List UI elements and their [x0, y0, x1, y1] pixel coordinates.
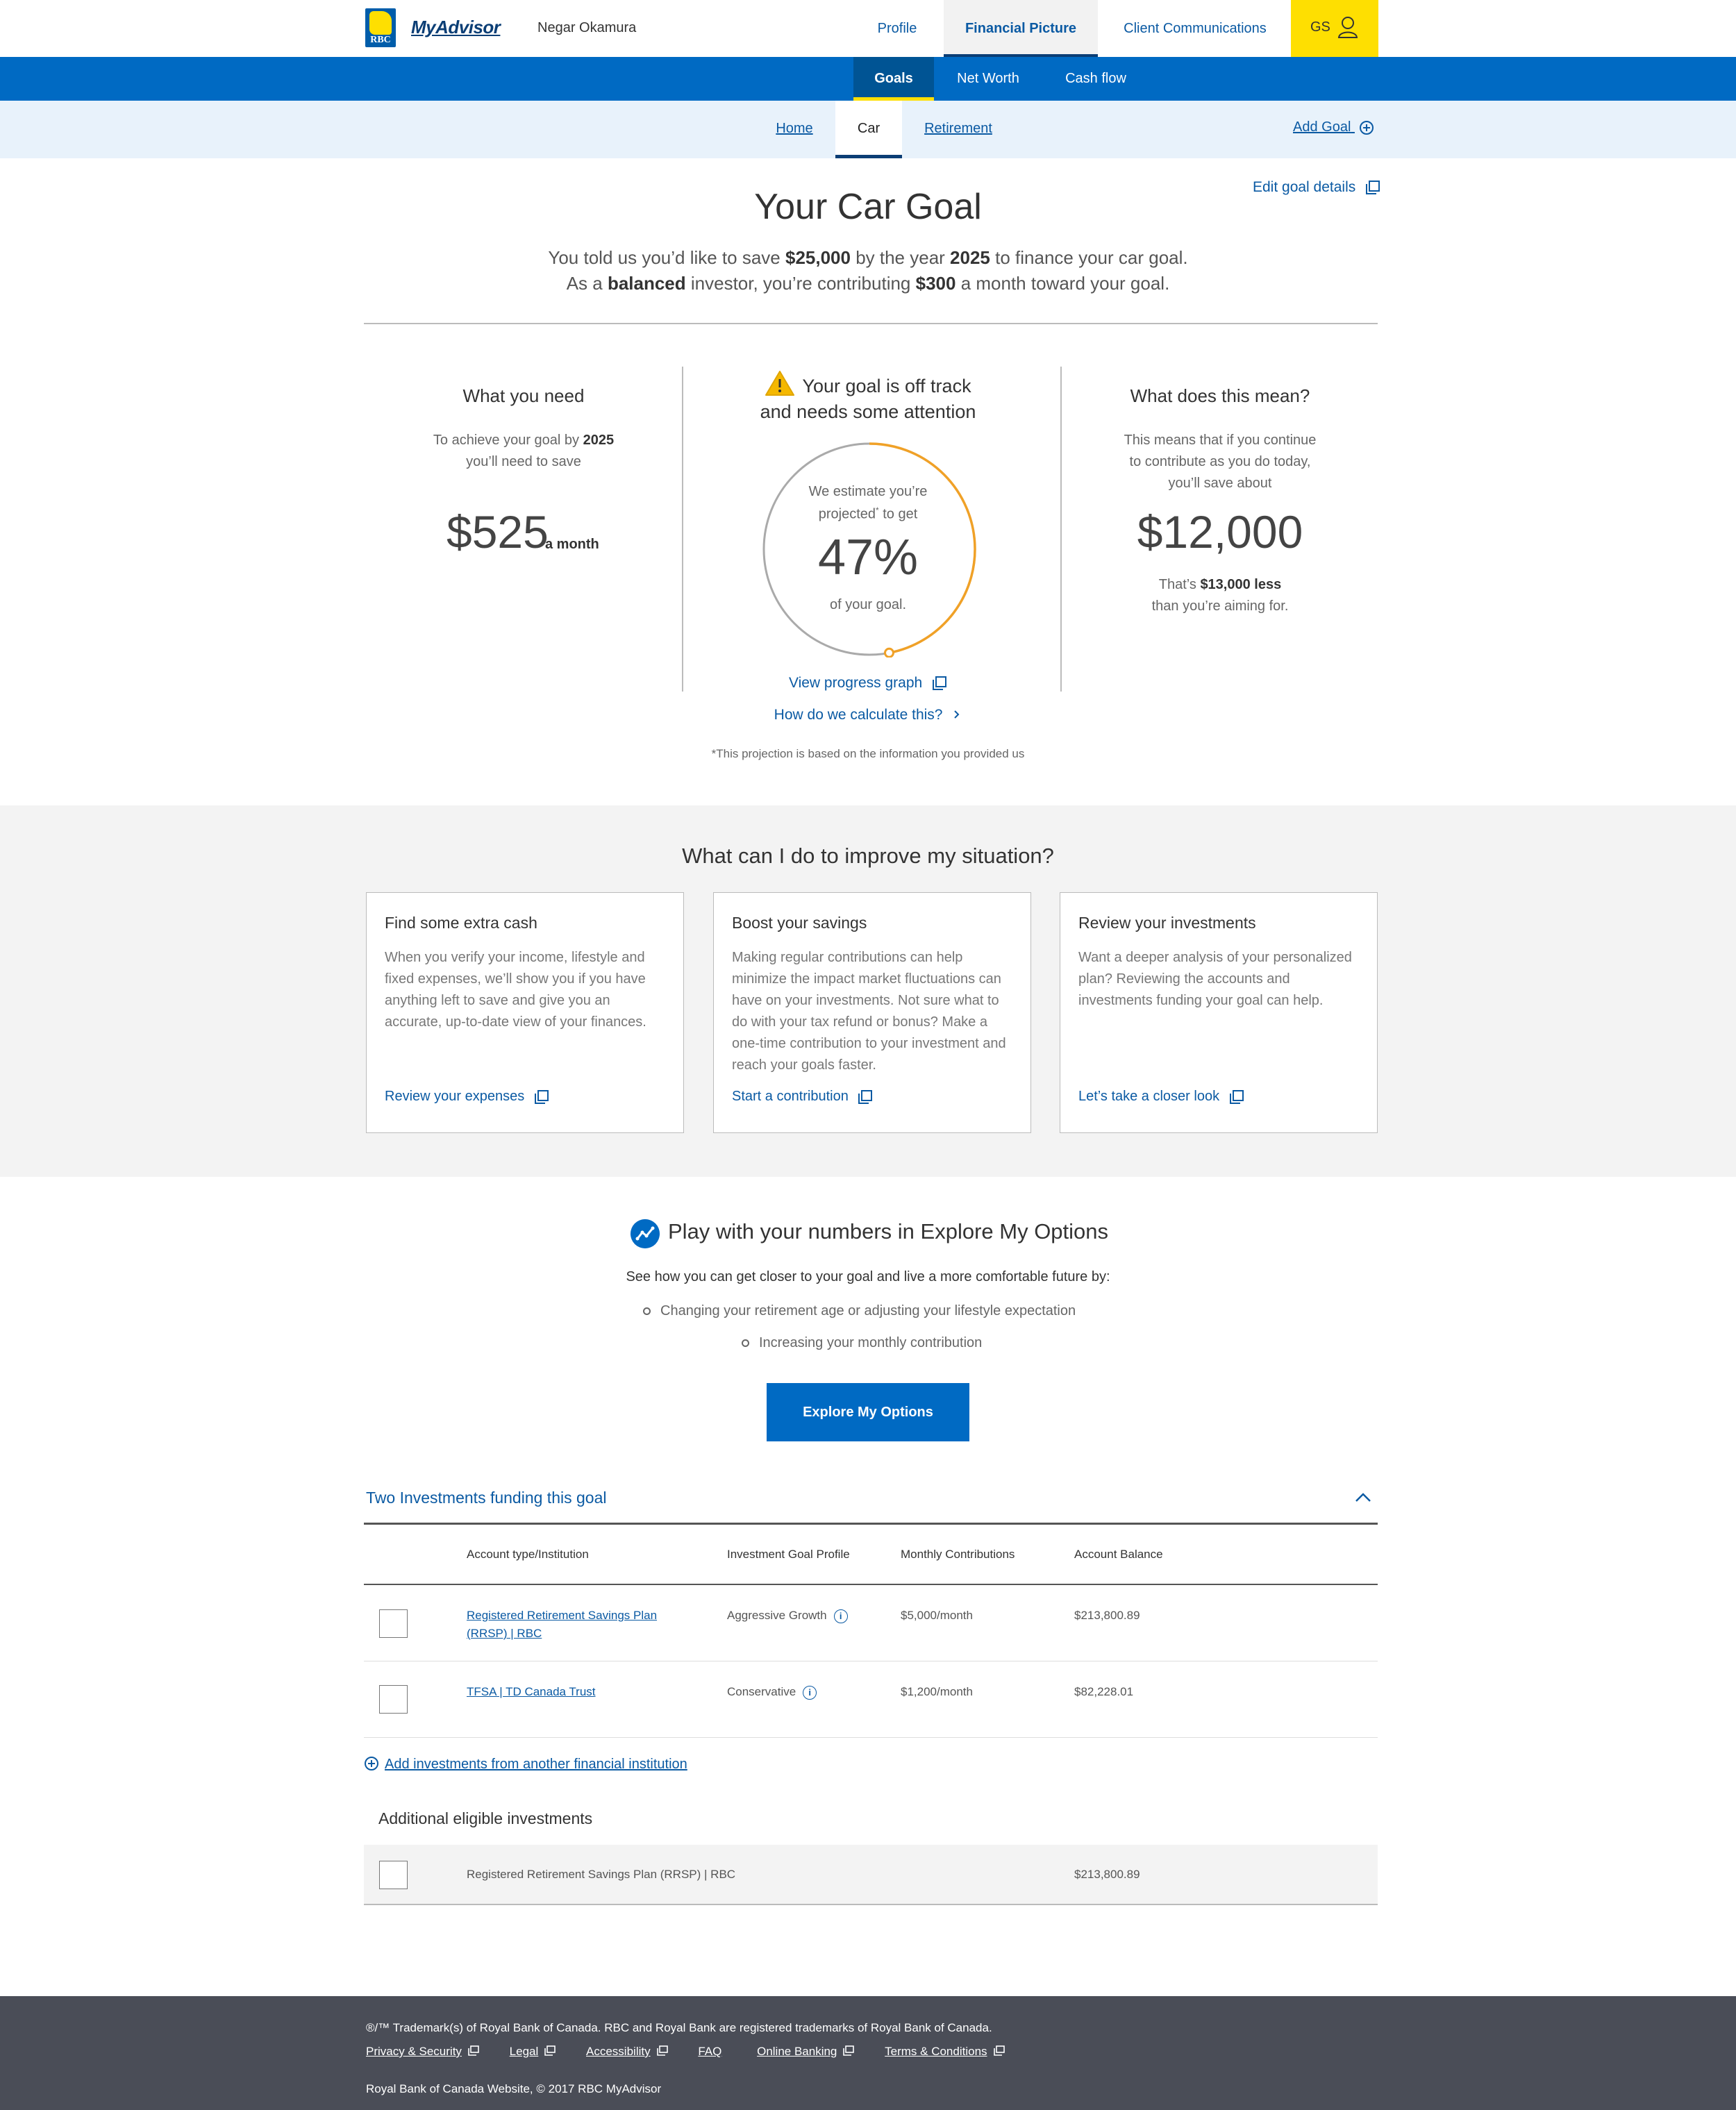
additional-investments-heading: Additional eligible investments — [378, 1809, 593, 1827]
needed-monthly-amount: $525 — [446, 506, 549, 558]
table-top-rule — [364, 1523, 1378, 1525]
monthly-contribution: $1,200/month — [901, 1685, 973, 1698]
what-you-need-heading: What you need — [462, 385, 585, 406]
row-checkbox[interactable] — [379, 1861, 408, 1889]
account-name: (RRSP) | RBC — [467, 1627, 542, 1640]
meaning-line: This means that if you continue — [1124, 433, 1317, 448]
page-title: Your Car Goal — [754, 187, 982, 227]
footer-link-label: Online Banking — [757, 2045, 837, 2058]
external-window-icon — [467, 2045, 480, 2057]
estimate-text-2 — [694, 505, 1042, 523]
col-account-balance: Account Balance — [1074, 1548, 1163, 1561]
summary-text: You told us you’d like to save — [548, 247, 785, 268]
summary-text: by the year — [850, 247, 951, 268]
projected-label: projected — [818, 506, 876, 522]
row-divider — [364, 1737, 1378, 1738]
subnav-cash-flow[interactable]: Cash flow — [1065, 71, 1126, 86]
goal-summary-line2 — [0, 273, 1736, 294]
explore-heading: Play with your numbers in Explore My Options — [668, 1219, 1109, 1244]
need-text: To achieve your goal by — [433, 433, 583, 448]
footer-link-label: Legal — [509, 2045, 539, 2058]
investments-heading[interactable]: Two Investments funding this goal — [366, 1489, 607, 1507]
goal-profile — [727, 1607, 848, 1625]
estimate-text: to get — [878, 506, 918, 522]
table-header-rule — [364, 1584, 1378, 1585]
start-contribution-link[interactable] — [732, 1089, 873, 1105]
explore-bullet — [742, 1335, 982, 1351]
goal-tabs — [0, 101, 1736, 158]
footer — [0, 1996, 1736, 2110]
monthly-contribution: $5,000/month — [901, 1609, 973, 1622]
summary-text: a month toward your goal. — [955, 273, 1170, 294]
bullet-dot — [643, 1307, 651, 1315]
goal-summary-line1 — [0, 247, 1736, 269]
col-monthly-contributions: Monthly Contributions — [901, 1548, 1015, 1561]
shortfall-amount: $13,000 less — [1200, 577, 1282, 592]
how-calculate-link[interactable] — [0, 707, 1736, 723]
info-icon[interactable]: i — [803, 1686, 817, 1700]
footer-link-online-banking[interactable] — [757, 2045, 855, 2059]
card-title: Boost your savings — [732, 914, 867, 932]
user-initials: GS — [1310, 19, 1330, 35]
add-circle-icon — [364, 1756, 379, 1771]
projected-savings-amount: $12,000 — [1137, 506, 1303, 558]
shortfall-text — [1062, 574, 1378, 617]
nav-profile[interactable]: Profile — [877, 21, 917, 36]
nav-client-communications[interactable]: Client Communications — [1124, 21, 1267, 36]
footer-link-legal[interactable] — [510, 2045, 557, 2059]
trademark-text: ®/™ Trademark(s) of Royal Bank of Canada. RBC and Royal Bank are registered trademarks of Royal Bank of Canada. — [366, 2021, 992, 2034]
external-window-icon — [993, 2045, 1005, 2057]
view-progress-graph-link[interactable] — [0, 675, 1736, 692]
nav-financial-picture[interactable]: Financial Picture — [944, 0, 1098, 57]
review-expenses-link[interactable] — [385, 1089, 549, 1105]
footer-link-faq[interactable] — [698, 2045, 727, 2059]
account-link[interactable] — [467, 1607, 657, 1643]
external-window-icon — [534, 1089, 549, 1105]
brand-name[interactable]: MyAdvisor — [411, 17, 501, 37]
profile-label: Aggressive Growth — [727, 1609, 827, 1622]
account-menu-button[interactable] — [1291, 0, 1378, 57]
bullet-dot — [742, 1339, 749, 1347]
account-name: TFSA | TD Canada Trust — [467, 1685, 596, 1698]
card-boost-savings — [713, 892, 1031, 1133]
footer-links — [366, 2045, 1032, 2059]
tab-home[interactable]: Home — [776, 121, 813, 136]
copyright-text: Royal Bank of Canada Website, © 2017 RBC MyAdvisor — [366, 2082, 662, 2095]
status-line1: Your goal is off track — [802, 376, 971, 396]
chevron-up-icon[interactable] — [1354, 1491, 1372, 1504]
projected-percent: 47% — [817, 530, 919, 585]
footer-link-label: FAQ — [698, 2045, 722, 2058]
need-text: you’ll need to save — [466, 454, 581, 469]
footer-link-terms[interactable] — [885, 2045, 1005, 2059]
monthly-contribution: $300 — [915, 273, 956, 294]
external-window-icon — [858, 1089, 873, 1105]
profile-label: Conservative — [727, 1685, 796, 1698]
card-extra-cash — [366, 892, 684, 1133]
summary-text: investor, you’re contributing — [685, 273, 916, 294]
ring-progress-marker — [885, 648, 893, 657]
meaning-line: to contribute as you do today, — [1129, 454, 1311, 469]
summary-text: to finance your car goal. — [990, 247, 1188, 268]
card-link-label: Let’s take a closer look — [1078, 1089, 1220, 1104]
account-balance: $82,228.01 — [1074, 1685, 1134, 1698]
need-year: 2025 — [583, 433, 615, 448]
add-goal-link[interactable] — [1293, 119, 1374, 135]
of-goal-text: of your goal. — [829, 597, 907, 612]
view-graph-label: View progress graph — [788, 675, 923, 691]
tab-car[interactable]: Car — [835, 101, 902, 158]
amount-unit: a month — [545, 537, 599, 552]
external-window-icon — [932, 676, 947, 691]
add-investments-link[interactable] — [364, 1756, 687, 1773]
subnav-goals[interactable]: Goals — [853, 57, 934, 101]
shortfall-label: than you’re aiming for. — [1151, 598, 1289, 614]
goal-amount: $25,000 — [785, 247, 851, 268]
meaning-line: you’ll save about — [1168, 476, 1272, 491]
footer-link-privacy[interactable] — [366, 2045, 480, 2059]
chevron-right-icon — [952, 709, 962, 720]
col-account-type: Account type/Institution — [467, 1548, 589, 1561]
trend-icon — [631, 1219, 660, 1248]
explore-bullet — [643, 1303, 1076, 1319]
person-icon — [1337, 15, 1359, 39]
footnote-marker: * — [876, 505, 879, 515]
client-name: Negar Okamura — [537, 20, 637, 35]
add-investments-label: Add investments from another financial institution — [385, 1757, 687, 1772]
additional-account-name: Registered Retirement Savings Plan (RRSP) | RBC — [467, 1868, 736, 1881]
account-balance: $213,800.89 — [1074, 1609, 1140, 1622]
footer-link-label: Accessibility — [586, 2045, 651, 2058]
goal-status — [694, 370, 1042, 425]
what-does-this-mean-heading: What does this mean? — [1130, 385, 1310, 406]
external-window-icon — [656, 2045, 669, 2057]
card-body: Making regular contributions can help minimize the impact market fluctuations can have on your investments. Not sure what to do with your tax refund or bonus? Make a one-time contribution to your investment and reach your goals faster. — [732, 950, 1006, 1073]
goal-profile — [727, 1683, 817, 1701]
card-link-label: Start a contribution — [732, 1089, 849, 1104]
investor-profile: balanced — [607, 273, 686, 294]
card-title: Find some extra cash — [385, 914, 537, 932]
additional-investment-row — [364, 1845, 1378, 1905]
column-divider — [1060, 367, 1062, 692]
bullet-text: Changing your retirement age or adjusting your lifestyle expectation — [660, 1303, 1076, 1318]
meaning-text — [1062, 430, 1378, 494]
edit-goal-label: Edit goal details — [1253, 179, 1356, 195]
divider — [364, 323, 1378, 324]
card-body: Want a deeper analysis of your personalized plan? Reviewing the accounts and investments funding your goal can help. — [1078, 950, 1352, 1008]
top-header — [0, 0, 1736, 57]
additional-account-balance: $213,800.89 — [1074, 1868, 1140, 1881]
row-checkbox[interactable] — [379, 1609, 408, 1638]
what-you-need-text — [364, 430, 683, 473]
status-line2: and needs some attention — [760, 401, 976, 422]
footer-link-accessibility[interactable] — [586, 2045, 669, 2059]
column-divider — [682, 367, 683, 692]
explore-my-options-button[interactable]: Explore My Options — [767, 1383, 969, 1441]
improve-heading: What can I do to improve my situation? — [682, 844, 1054, 868]
row-checkbox[interactable] — [379, 1685, 408, 1714]
card-title: Review your investments — [1078, 914, 1256, 932]
explore-subheading: See how you can get closer to your goal and live a more comfortable future by: — [626, 1269, 1110, 1284]
card-body: When you verify your income, lifestyle and fixed expenses, we’ll show you if you have anything left to save and give you an accurate, up-to-date view of your finances. — [385, 950, 646, 1030]
tab-retirement[interactable]: Retirement — [924, 121, 992, 136]
closer-look-link[interactable] — [1078, 1089, 1244, 1105]
goal-year: 2025 — [950, 247, 990, 268]
info-icon[interactable]: i — [834, 1609, 848, 1623]
external-window-icon — [544, 2045, 556, 2057]
warning-icon — [765, 370, 795, 396]
shortfall-label: That’s — [1158, 577, 1201, 592]
how-calc-label: How do we calculate this? — [774, 707, 943, 723]
add-goal-label: Add Goal — [1293, 119, 1351, 135]
logo-text: RBC — [370, 35, 391, 45]
estimate-text: We estimate you’re — [808, 484, 928, 499]
subnav-net-worth[interactable]: Net Worth — [957, 71, 1019, 86]
external-window-icon — [1229, 1089, 1244, 1105]
card-review-investments — [1060, 892, 1378, 1133]
footer-link-label: Privacy & Security — [366, 2045, 462, 2058]
external-window-icon — [842, 2045, 855, 2057]
rbc-logo[interactable] — [365, 8, 396, 47]
section-nav — [0, 57, 1736, 101]
footer-link-label: Terms & Conditions — [885, 2045, 987, 2058]
lion-emblem — [369, 11, 392, 35]
account-name: Registered Retirement Savings Plan — [467, 1609, 658, 1622]
summary-text: As a — [566, 273, 608, 294]
card-link-label: Review your expenses — [385, 1089, 525, 1104]
bullet-text: Increasing your monthly contribution — [759, 1335, 983, 1350]
add-circle-icon — [1359, 120, 1374, 135]
projection-footnote: *This projection is based on the information you provided us — [711, 747, 1025, 760]
col-goal-profile: Investment Goal Profile — [727, 1548, 850, 1561]
account-link[interactable] — [467, 1683, 596, 1701]
